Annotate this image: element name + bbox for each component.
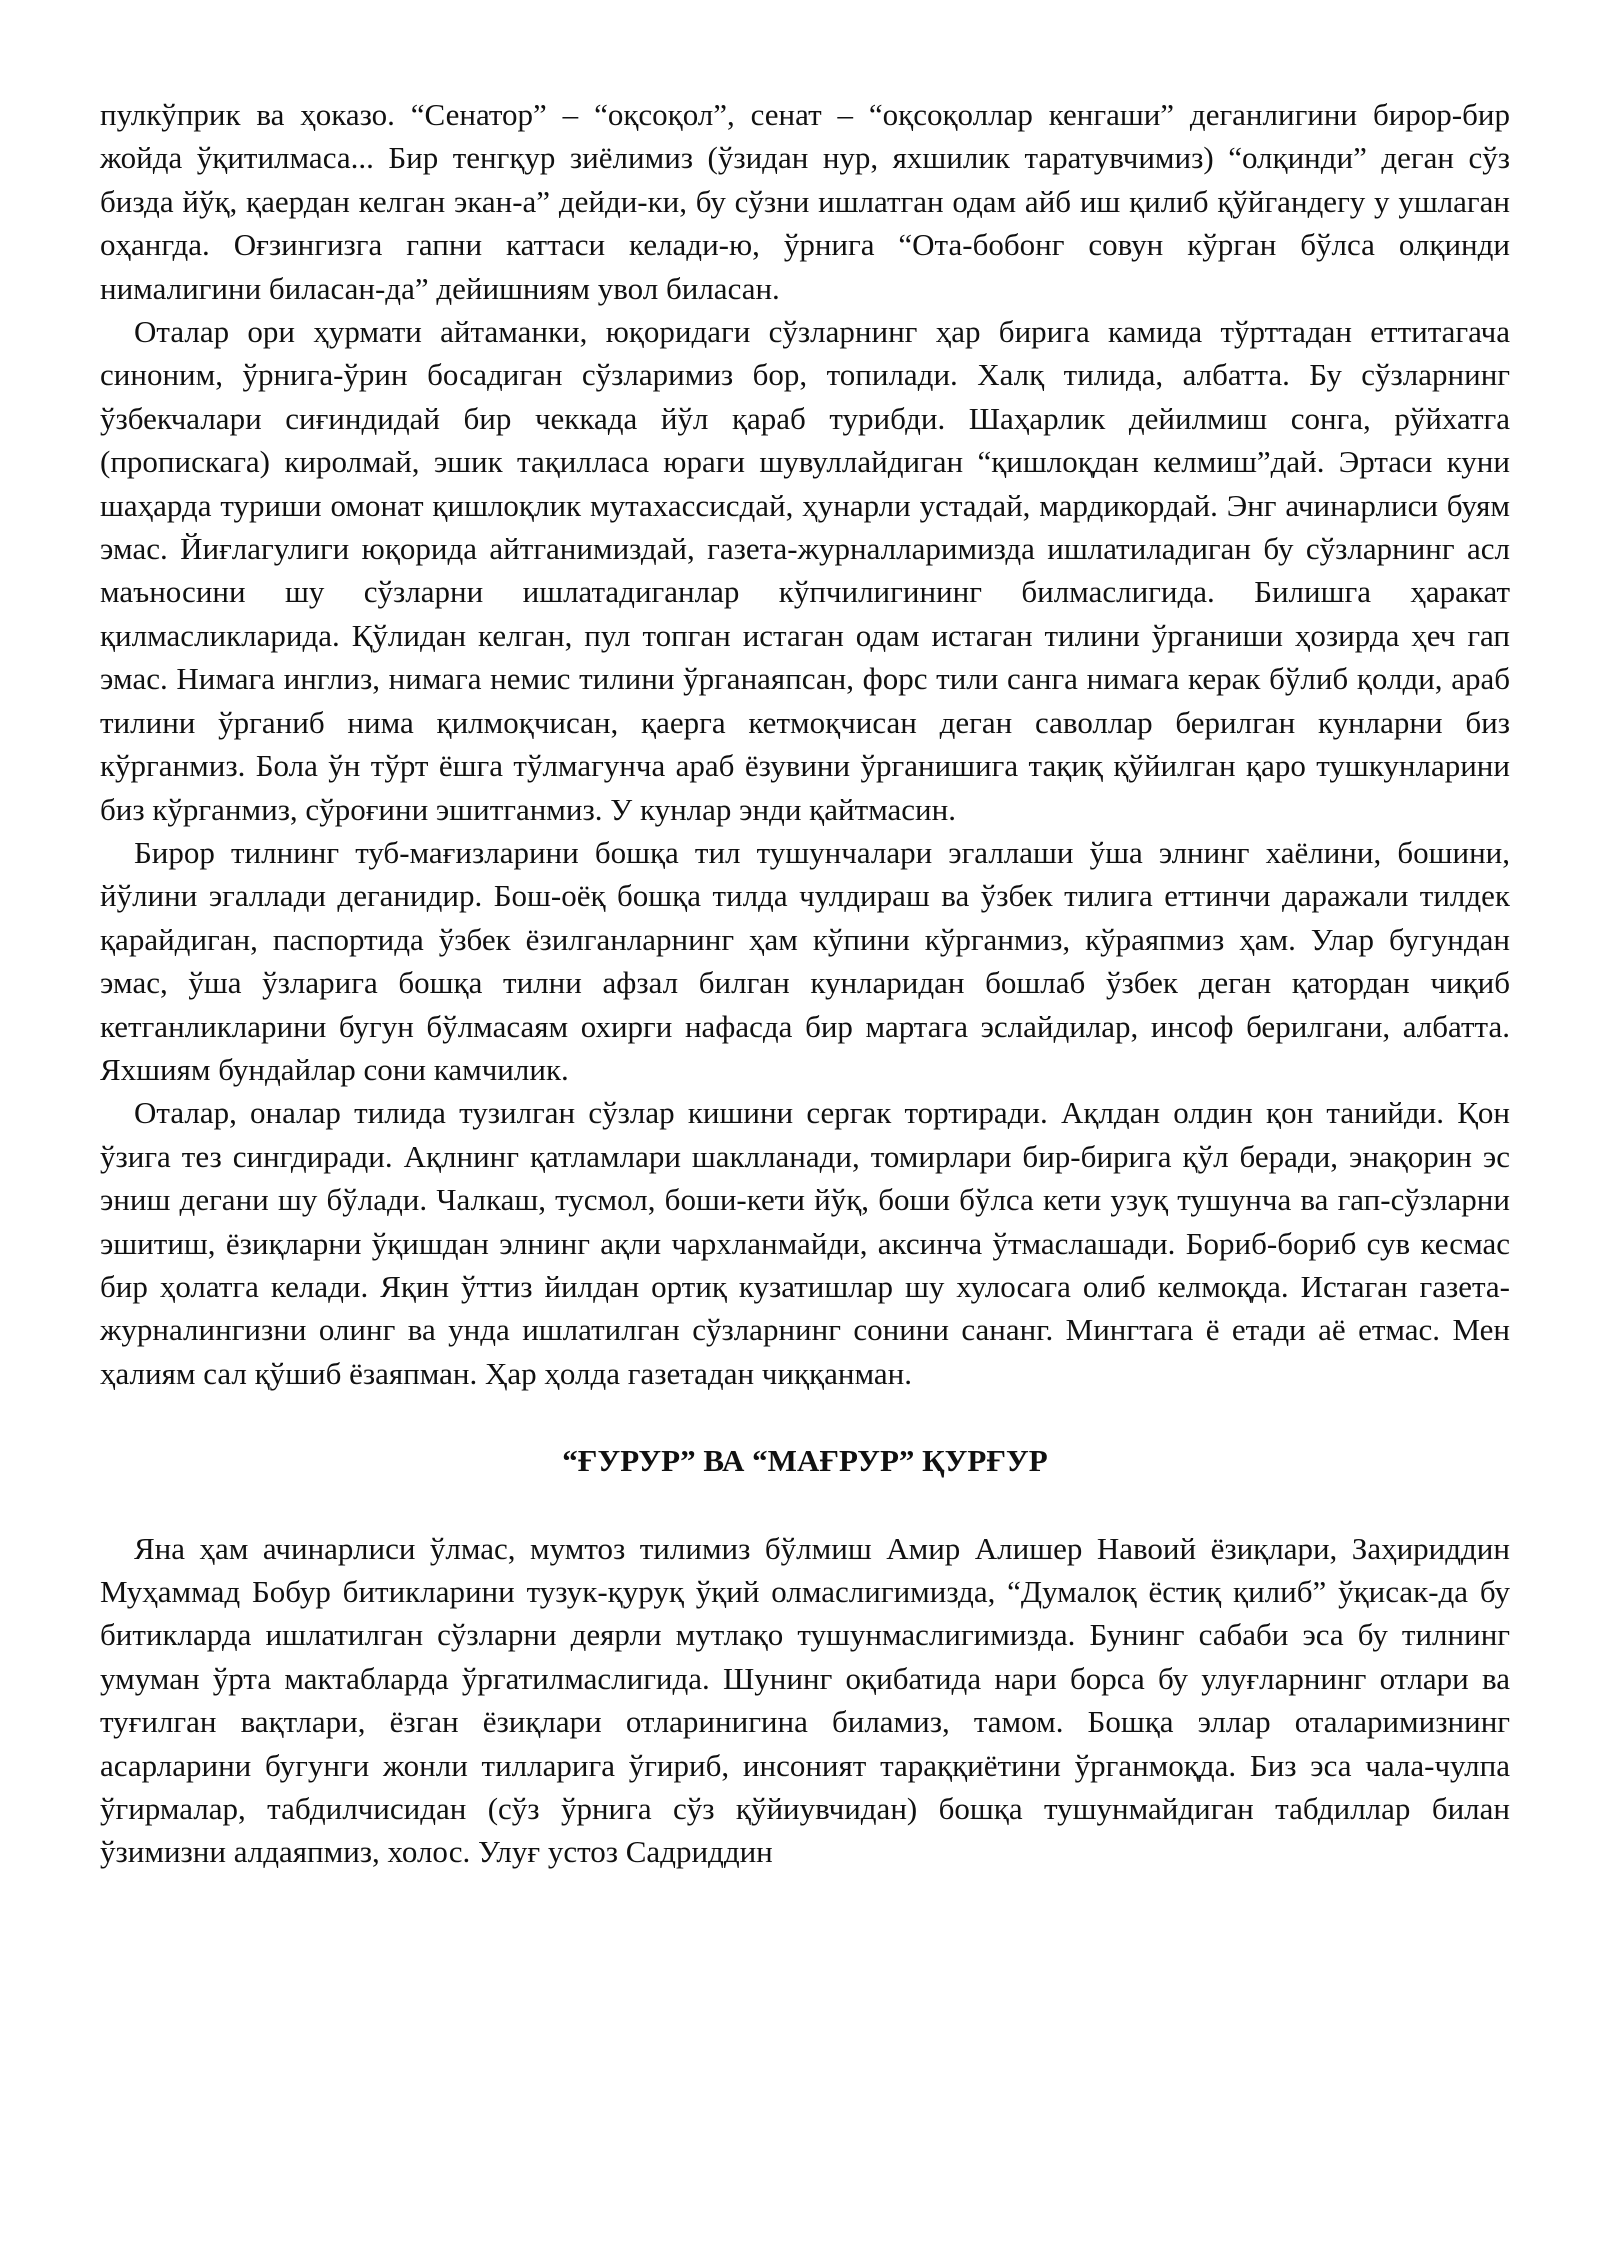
paragraph-4: Оталар, оналар тилида тузилган сўзлар кишини сергак тортиради. Ақлдан олдин қон танийди. Қон ўзига тез сингдиради. Ақлнинг қатламлари шаклланади, томирлари бир-бирига қўл беради, энақорин эс эниш дегани шу бўлади. Чалкаш, тусмол, боши-кети йўқ, боши бўлса кети узуқ тушунча ва гап-сўзларни эшитиш, ёзиқларни ўқишдан элнинг ақли чархланмайди, аксинча ўтмаслашади. Бориб-бориб сув кесмас бир ҳолатга келади. Яқин ўттиз йилдан ортиқ кузатишлар шу хулосага олиб келмоқда. Истаган газета-журналингизни олинг ва унда ишлатилган сўзларнинг сонини сананг. Мингтага ё етади аё етмас. Мен ҳалиям сал қўшиб ёзаяпман. Ҳар ҳолда газетадан чиққанман. <box>100 1095 1510 1391</box>
paragraph-2: Оталар ори ҳурмати айтаманки, юқоридаги сўзларнинг ҳар бирига камида тўрттадан еттитагача синоним, ўрнига-ўрин босадиган сўзларимиз бор, топилади. Халқ тилида, албатта. Бу сўзларнинг ўзбекчалари сиғиндидай бир чеккада йўл қараб турибди. Шаҳарлик дейилмиш сонга, рўйхатга (пропискага) киролмай, эшик тақилласа юраги шувуллайдиган “қишлоқдан келмиш”дай. Эртаси куни шаҳарда туриши омонат қишлоқлик мутахассисдай, ҳунарли устадай, мардикордай. Энг ачинарлиси буям эмас. Йиғлагулиги юқорида айтганимиздай, газета-журналларимизда ишлатиладиган бу сўзларнинг асл маъносини шу сўзларни ишлатадиганлар кўпчилигининг билмаслигида. Билишга ҳаракат қилмасликларида. Қўлидан келган, пул топган истаган одам истаган тилини ўрганиши ҳозирда ҳеч гап эмас. Нимага инглиз, нимага немис тилини ўрганаяпсан, форс тили санга нимага керак бўлиб қолди, араб тилини ўрганиб нима қилмоқчисан, қаерга кетмоқчисан деган саволлар берилган кунларни биз кўрганмиз. Бола ўн тўрт ёшга тўлмагунча араб ёзувини ўрганишига тақиқ қўйилган қаро тушкунларини биз кўрганмиз, сўроғини эшитганмиз. У кунлар энди қайтмасин. <box>100 314 1510 827</box>
paragraph-3: Бирор тилнинг туб-мағизларини бошқа тил тушунчалари эгаллаши ўша элнинг хаёлини, бошини, йўлини эгаллади деганидир. Бош-оёқ бошқа тилда чулдираш ва ўзбек тилига еттинчи даражали тилдек қарайдиган, паспортида ўзбек ёзилганларнинг ҳам кўпини кўрганмиз, кўраяпмиз ҳам. Улар бугундан эмас, ўша ўзларига бошқа тилни афзал билган кунларидан бошлаб ўзбек деган қатордан чиқиб кетганликларини бугун бўлмасаям охирги нафасда бир мартага эслайдилар, инсоф берилгани, албатта. Яхшиям бундайлар сони камчилик. <box>100 834 1510 1087</box>
section-title: “ҒУРУР” ВА “МАҒРУР” ҚУРҒУР <box>562 1443 1048 1479</box>
document-page <box>100 93 1510 1874</box>
paragraph-5: Яна ҳам ачинарлиси ўлмас, мумтоз тилимиз бўлмиш Амир Алишер Навоий ёзиқлари, Заҳириддин Муҳаммад Бобур битикларини тузук-қуруқ ўқий олмаслигимизда, “Думалоқ ёстиқ қилиб” ўқисак-да бу битикларда ишлатилган сўзларни деярли мутлақо тушунмаслигимизда. Бунинг сабаби эса бу тилнинг умуман ўрта мактабларда ўргатилмаслигида. Шунинг оқибатида нари борса бу улуғларнинг отлари ва туғилган вақтлари, ёзган ёзиқлари отларинигина биламиз, тамом. Бошқа эллар оталаримизнинг асарларини бугунги жонли тилларига ўгириб, инсоният тараққиётини ўрганмоқда. Биз эса чала-чулпа ўгирмалар, табдилчисидан (сўз ўрнига сўз қўйиувчидан) бошқа тушунмайдиган табдиллар билан ўзимизни алдаяпмиз, холос. Улуғ устоз Садриддин <box>100 1530 1510 1870</box>
paragraph-1: пулкўприк ва ҳоказо. “Сенатор” – “оқсоқол”, сенат – “оқсоқоллар кенгаши” деганлигини бирор-бир жойда ўқитилмаса... Бир тенгқур зиёлимиз (ўзидан нур, яхшилик таратувчимиз) “олқинди” деган сўз бизда йўқ, қаердан келган экан-а” дейди-ки, бу сўзни ишлатган одам айб иш қилиб қўйгандегу у ушлаган оҳангда. Оғзингизга гапни каттаси келади-ю, ўрнига “Ота-бобонг совун кўрган бўлса олқинди нималигини биласан-да” дейишниям увол биласан. <box>100 97 1510 306</box>
